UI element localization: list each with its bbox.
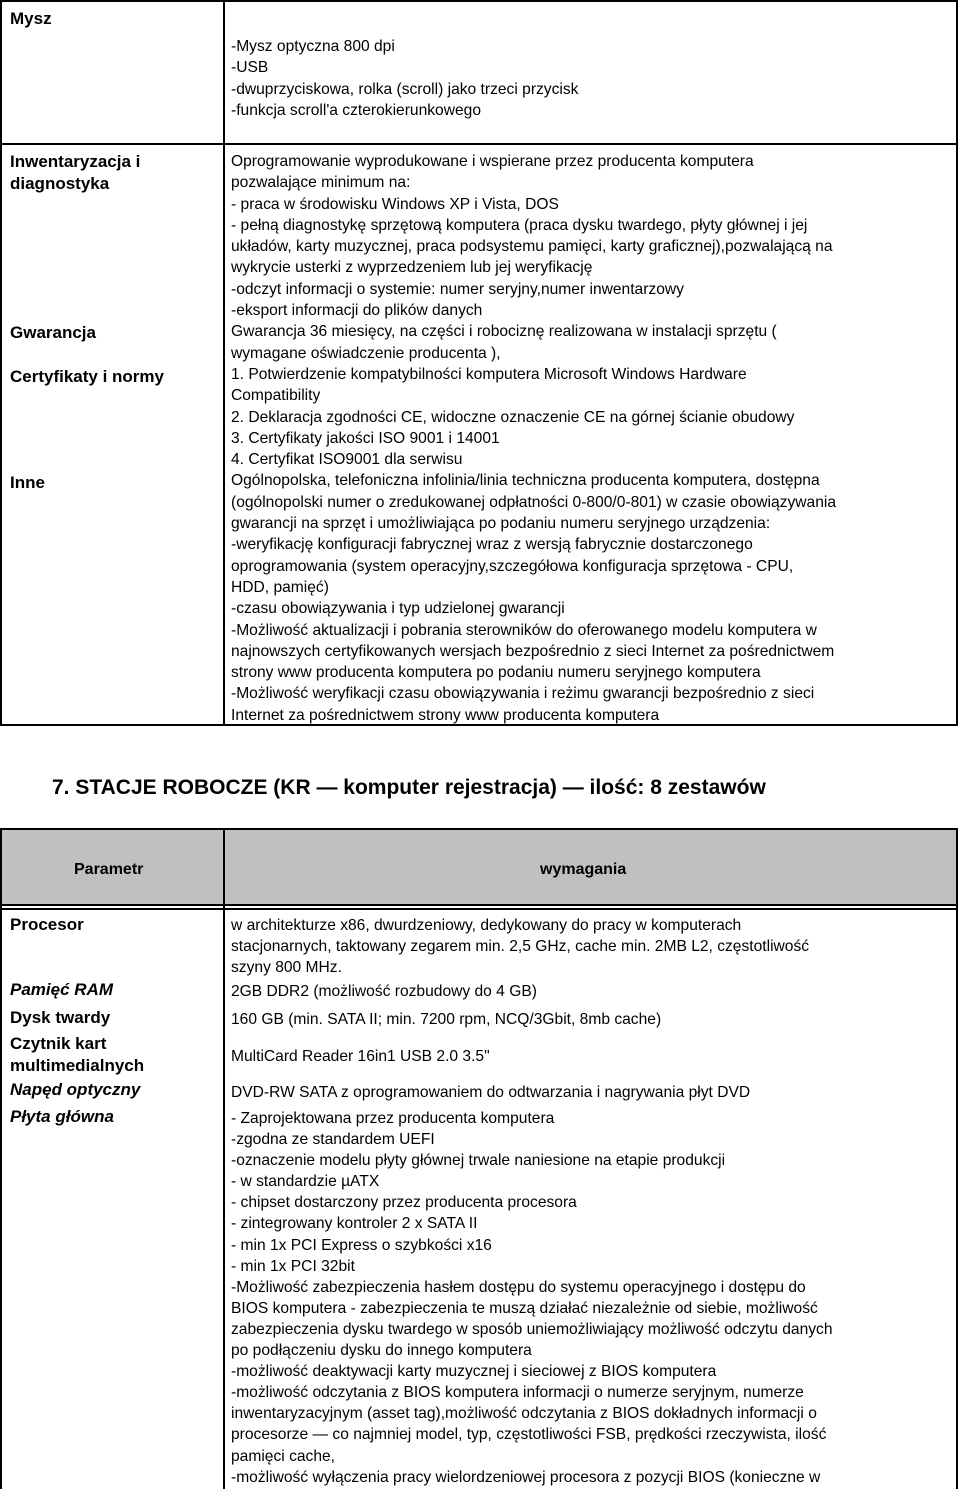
detail-line: gwarancji na sprzęt i umożliwiająca po podaniu numeru seryjnego urządzenia: [231,515,771,533]
label-czytnik-kart [10,1033,144,1077]
plyta-value [231,1108,833,1488]
column-divider [223,830,225,1489]
detail-line: pozwalające minimum na: [231,174,411,192]
mysz-spec [231,36,578,121]
pamiec-value: 2GB DDR2 (możliwość rozbudowy do 4 GB) [231,983,537,1000]
value-line: - min 1x PCI Express o szybkości x16 [231,1236,492,1254]
detail-line: - pełną diagnostykę sprzętową komputera (praca dysku twardego, płyty głównej i jej [231,216,808,234]
header-parametr: Parametr [74,861,144,878]
value-line: szyny 800 MHz. [231,959,342,977]
details-text [231,151,836,726]
spec-table-workstations [0,828,958,1489]
label-gwarancja: Gwarancja [10,323,96,342]
detail-line: Oprogramowanie wyprodukowane i wspierane przez producenta komputera [231,153,754,170]
label-naped-optyczny: Napęd optyczny [10,1080,141,1099]
value-line: zabezpieczenia dysku twardego w sposób uniemożliwiający możliwość odczytu danych [231,1320,833,1338]
procesor-value [231,915,809,978]
detail-line: najnowszych certyfikowanych wersjach bezpośrednio z sieci Internet za pośrednictwem [231,642,835,660]
detail-line: - praca w środowisku Windows XP i Vista, DOS [231,195,559,213]
value-line: - Zaprojektowana przez producenta komputera [231,1110,555,1127]
value-line: -możliwość deaktywacji karty muzycznej i sieciowej z BIOS komputera [231,1363,717,1381]
detail-line: wymagane oświadczenie producenta ), [231,344,501,362]
detail-line: 2. Deklaracja zgodności CE, widoczne oznaczenie CE na górnej ścianie obudowy [231,408,795,426]
spec-line: -funkcja scroll'a czterokierunkowego [231,101,481,119]
detail-line: -czasu obowiązywania i typ udzielonej gwarancji [231,600,565,618]
label-certyfikaty: Certyfikaty i normy [10,367,164,386]
detail-line: oprogramowania (system operacyjny,szczegółowa konfiguracja sprzętowa - CPU, [231,557,794,575]
detail-line: HDD, pamięć) [231,578,329,596]
value-line: - chipset dostarczony przez producenta procesora [231,1194,577,1212]
detail-line: Compatibility [231,387,321,405]
naped-value: DVD-RW SATA z oprogramowaniem do odtwarzania i nagrywania płyt DVD [231,1084,751,1101]
value-line: -Możliwość zabezpieczenia hasłem dostępu do systemu operacyjnego i dostępu do [231,1278,806,1296]
detail-line: -eksport informacji do plików danych [231,302,483,320]
detail-line: strony www producenta komputera po podaniu numeru seryjnego komputera [231,664,761,682]
value-line: -oznaczenie modelu płyty głównej trwale naniesione na etapie produkcji [231,1152,726,1170]
detail-line: 1. Potwierdzenie kompatybilności komputera Microsoft Windows Hardware [231,365,747,383]
label-procesor: Procesor [10,915,84,934]
column-divider [223,2,225,724]
detail-line: 4. Certyfikat ISO9001 dla serwisu [231,451,463,469]
label-dysk-twardy: Dysk twardy [10,1008,111,1027]
value-line: - w standardzie µATX [231,1173,380,1191]
label-line: Inwentaryzacja i [10,152,141,171]
dysk-value: 160 GB (min. SATA II; min. 7200 rpm, NCQ/3Gbit, 8mb cache) [231,1011,662,1028]
label-inwentaryzacja [10,151,140,195]
detail-line: (ogólnopolski numer o zredukowanej odpłatności 0-800/0-801) w czasie obowiązywania [231,493,837,511]
header-wymagania: wymagania [540,861,627,878]
value-line: inwentaryzacyjnym (asset tag),możliwość odczytania z BIOS dokładnych informacji o [231,1405,817,1423]
label-mysz: Mysz [10,9,52,28]
detail-line: Ogólnopolska, telefoniczna infolinia/linia techniczna producenta komputera, dostępna [231,472,820,490]
value-line: -możliwość odczytania z BIOS komputera informacji o numerze seryjnym, numerze [231,1384,804,1402]
detail-line: Gwarancja 36 miesięcy, na części i robociznę realizowana w instalacji sprzętu ( [231,323,777,341]
detail-line: -Możliwość weryfikacji czasu obowiązywania i reżimu gwarancji bezpośrednio z sieci [231,685,815,703]
table-header [2,830,956,904]
label-plyta-glowna: Płyta główna [10,1107,114,1126]
value-line: w architekturze x86, dwurdzeniowy, dedykowany do pracy w komputerach [231,917,742,934]
section-heading: 7. STACJE ROBOCZE (KR — komputer rejestracja) — ilość: 8 zestawów [52,776,766,799]
label-inne: Inne [10,473,45,492]
czytnik-value: MultiCard Reader 16in1 USB 2.0 3.5" [231,1048,490,1065]
value-line: - min 1x PCI 32bit [231,1257,355,1275]
label-line: Czytnik kart [10,1034,107,1053]
row-divider [2,908,956,910]
value-line: stacjonarnych, taktowany zegarem min. 2,5 GHz, cache min. 2MB L2, częstotliwość [231,938,810,956]
value-line: -możliwość wyłączenia pracy wielordzeniowej procesora z pozycji BIOS (konieczne w [231,1468,821,1486]
spec-line: -dwuprzyciskowa, rolka (scroll) jako trzeci przycisk [231,80,579,98]
detail-line: układów, karty muzycznej, praca podsystemu pamięci, karty graficznej),pozwalającą na [231,238,833,256]
spec-table-top [0,0,958,726]
detail-line: wykrycie usterki z wyprzedzeniem lub jej weryfikację [231,259,593,277]
spec-line: -USB [231,59,269,77]
value-line: pamięci cache, [231,1447,336,1465]
detail-line: -weryfikację konfiguracji fabrycznej wraz z wersją fabrycznie dostarczonego [231,536,753,554]
detail-line: -Możliwość aktualizacji i pobrania sterowników do oferowanego modelu komputera w [231,621,817,639]
value-line: BIOS komputera - zabezpieczenia te muszą działać niezależnie od siebie, możliwość [231,1299,818,1317]
detail-line: 3. Certyfikaty jakości ISO 9001 i 14001 [231,429,500,447]
value-line: -zgodna ze standardem UEFI [231,1131,435,1149]
label-pamiec-ram: Pamięć RAM [10,980,113,999]
value-line: - zintegrowany kontroler 2 x SATA II [231,1215,478,1233]
label-line: multimedialnych [10,1056,145,1075]
value-line: procesorze — co najmniej model, typ, częstotliwości FSB, prędkości rzeczywista, ilość [231,1426,827,1444]
row-divider [2,904,956,906]
value-line: po podłączeniu dysku do innego komputera [231,1342,532,1360]
spec-line: -Mysz optyczna 800 dpi [231,38,395,55]
detail-line: -odczyt informacji o systemie: numer seryjny,numer inwentarzowy [231,280,684,298]
label-line: diagnostyka [10,174,110,193]
detail-line: Internet za pośrednictwem strony www producenta komputera [231,706,660,724]
row-divider [2,143,956,145]
